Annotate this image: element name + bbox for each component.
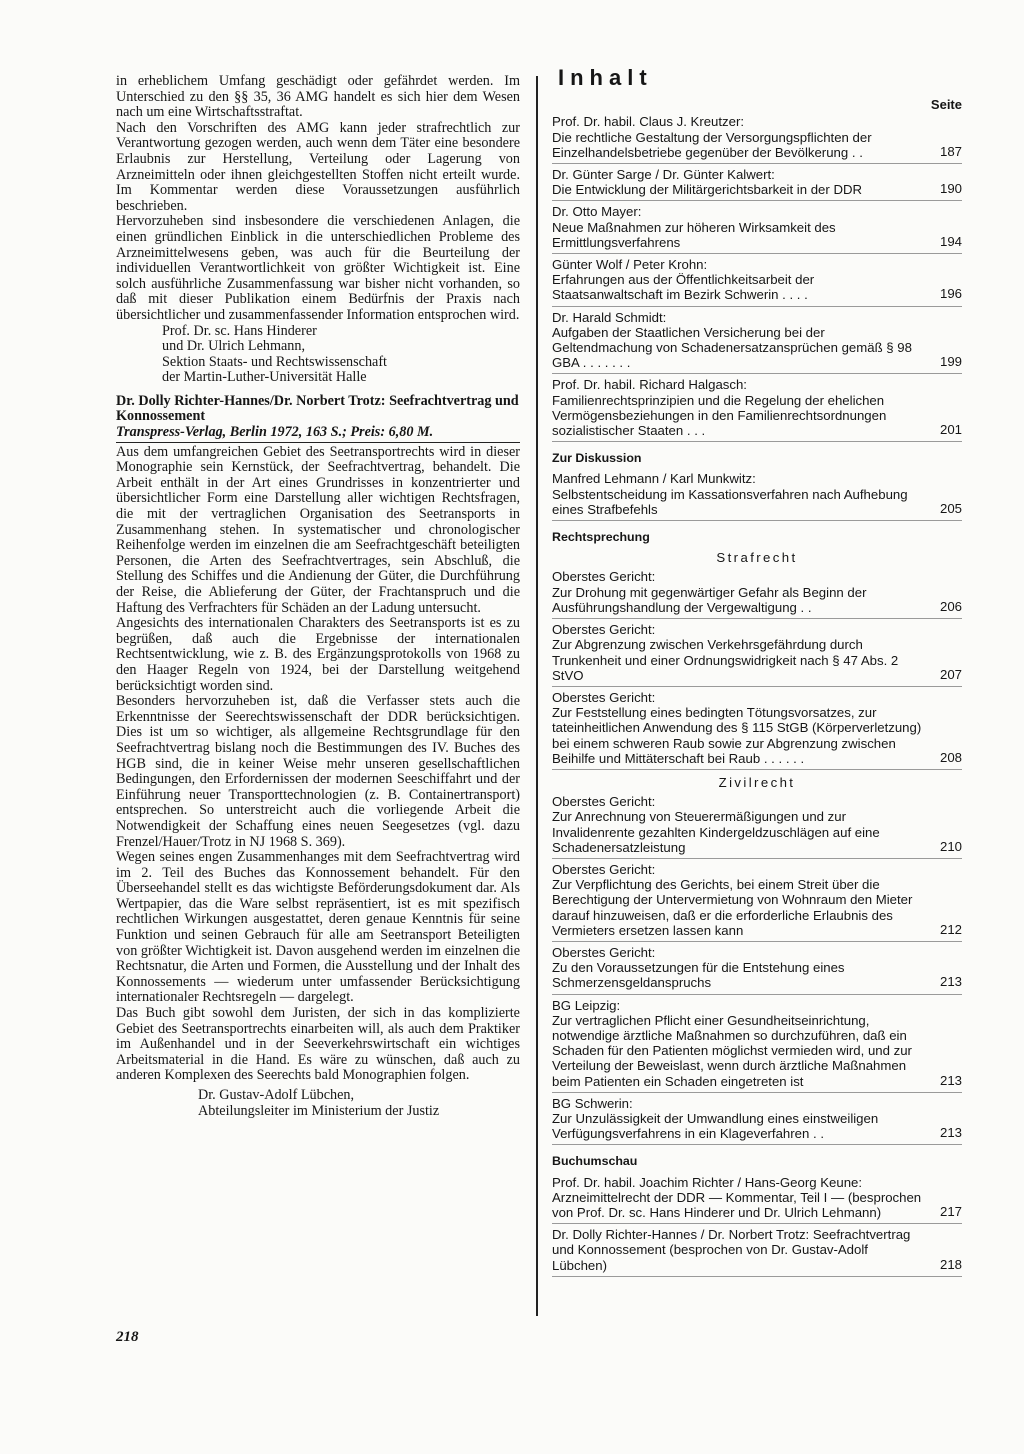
- toc-entry-page: 187: [939, 143, 962, 159]
- toc-entry-page: 217: [939, 1204, 962, 1219]
- paragraph: Das Buch gibt sowohl dem Juristen, der sich in das komplizierte Gebiet des Seetransportrechts einarbeiten will, als auch dem Praktiker im Außenhandel und in der Seeverkehrswirtschaft ein wichtiges Arbeitsmaterial in die Hand. Es wäre zu wünschen, daß auch zu anderen Komplexen des Seerechts bald Monographien folgen.: [116, 1005, 520, 1084]
- paragraph: Nach den Vorschriften des AMG kann jeder strafrechtlich zur Verantwortung gezogen werden, auch wenn dem Täter eine besondere Erlaubnis zur Herstellung, Verteilung oder Lagerung von Arzneimitteln oder ihnen gleichgestellten Stoffen nicht erteilt wurde. Im Kommentar werden diese Voraussetzungen ausführlich beschrieben.: [116, 119, 520, 214]
- toc-entry-author: Oberstes Gericht:: [552, 794, 656, 810]
- toc-title: Inhalt: [558, 65, 653, 90]
- toc-buchumschau: [552, 1175, 962, 1277]
- page-column-label: Seite: [930, 97, 962, 113]
- column-divider: [536, 76, 538, 1316]
- toc-entry[interactable]: [552, 1175, 962, 1225]
- toc-entry-author: BG Leipzig:: [552, 997, 621, 1013]
- toc-entry-page: 212: [939, 921, 962, 937]
- paragraph: Hervorzuheben sind insbesondere die verschiedenen Anlagen, die einen gründlichen Einblick in die unterschiedlichen Probleme des Arzneimittelwesens geben, was auch für die Beurteilung der individuellen Verantwortlichkeit von größter Wichtigkeit ist. Eine solch ausführliche Zusammenfassung war bisher nicht vorhanden, so daß mit dieser Publikation einem Bedürfnis der Praxis nach übersichtlicher und zusammenfassender Information entsprochen wird.: [116, 213, 520, 323]
- toc-entry-author: Manfred Lehmann / Karl Munkwitz:: [552, 471, 756, 487]
- toc-entry-page: 208: [939, 749, 962, 765]
- toc-entry-title: Die rechtliche Gestaltung der Versorgungspflichten der Einzelhandelsbetriebe gegenüber der Bevölkerung . .: [552, 129, 872, 160]
- review-signature-1: [116, 324, 520, 386]
- toc-entry-author: Oberstes Gericht:: [552, 944, 656, 960]
- section-heading-diskussion: Zur Diskussion: [552, 451, 642, 466]
- toc-entry[interactable]: [552, 167, 962, 201]
- section-heading-rechtsprechung: Rechtsprechung: [552, 530, 650, 545]
- toc-entry-author: Oberstes Gericht:: [552, 569, 656, 585]
- toc-entry-title: Aufgaben der Staatlichen Versicherung bei der Geltendmachung von Schadenersatzansprüchen gemäß § 98 GBA . . . . . . .: [552, 324, 912, 371]
- toc-entry-page: 201: [939, 422, 962, 438]
- toc-entry-author: Oberstes Gericht:: [552, 689, 656, 705]
- toc-entry-page: 207: [939, 666, 962, 682]
- toc-entry-title: Dr. Dolly Richter-Hannes / Dr. Norbert Trotz: Seefrachtvertrag und Konnossement (besprochen von Dr. Gustav-Adolf Lübchen): [552, 1227, 911, 1273]
- toc-entry[interactable]: [552, 862, 962, 942]
- toc-entry-title: Zur Drohung mit gegenwärtiger Gefahr als Beginn der Ausführungshandlung der Vergewaltigung . .: [552, 584, 867, 615]
- toc-entry-page: 213: [939, 974, 962, 990]
- toc-entry[interactable]: [552, 377, 962, 442]
- paragraph: Angesichts des internationalen Charakters des Seetransports ist es zu begrüßen, daß auch die Ergebnisse der internationalen Rechtsentwicklung, wie z. B. des Ergänzungsprotokolls von 1968 zu den Haager Regeln von 1924, bei der Darstellung weitgehend berücksichtigt worden sind.: [116, 615, 520, 694]
- toc-entry-title: Zur vertraglichen Pflicht einer Gesundheitseinrichtung, notwendige ärztliche Maßnahmen so durchzuführen, daß ein Schaden für den Patienten möglichst vermieden wird, und zur Verteilung der Beweislast, wenn durch ärztliche Maßnahmen beim Patienten ein Schaden eingetreten ist: [552, 1012, 912, 1089]
- toc-entry[interactable]: [552, 114, 962, 164]
- toc-entry-page: 218: [939, 1256, 962, 1272]
- toc-articles: [552, 114, 962, 442]
- toc-entry-title: Zur Anrechnung von Steuerermäßigungen und zur Invalidenrente gezahlten Kindergeldzuschlägen auf eine Schadenersatzleistung: [552, 809, 880, 855]
- toc-entry-page: 190: [939, 181, 962, 197]
- toc-entry-title: Neue Maßnahmen zur höheren Wirksamkeit des Ermittlungsverfahrens: [552, 219, 836, 250]
- toc-entry-page: 210: [939, 838, 962, 854]
- toc-entry-title: Die Entwicklung der Militärgerichtsbarkeit in der DDR: [552, 182, 863, 198]
- review-text-part1: [116, 74, 520, 324]
- signature-line: Prof. Dr. sc. Hans Hinderer: [162, 322, 317, 339]
- toc-entry[interactable]: [552, 794, 962, 859]
- toc-entry-title: Zu den Voraussetzungen für die Entstehung eines Schmerzensgeldanspruchs: [552, 960, 845, 991]
- review-publisher: Transpress-Verlag, Berlin 1972, 163 S.; Preis: 6,80 M.: [116, 425, 520, 443]
- toc-entry-author: Dr. Otto Mayer:: [552, 204, 642, 220]
- toc-entry-title: Selbstentscheidung im Kassationsverfahren nach Aufhebung eines Strafbefehls: [552, 486, 908, 517]
- toc-entry-author: BG Schwerin:: [552, 1095, 633, 1111]
- toc-entry-author: Oberstes Gericht:: [552, 861, 656, 877]
- toc-entry-page: 194: [939, 233, 962, 249]
- toc-entry-page: 199: [939, 354, 962, 370]
- toc-entry[interactable]: [552, 471, 962, 521]
- section-heading-buchumschau: Buchumschau: [552, 1154, 638, 1169]
- toc-entry[interactable]: [552, 257, 962, 307]
- toc-entry[interactable]: [552, 310, 962, 375]
- review-text-part2: [116, 445, 520, 1084]
- paragraph: Besonders hervorzuheben ist, daß die Verfasser stets auch die Erkenntnisse der Seerechtswissenschaft der DDR berücksichtigen. Dies ist um so wichtiger, als allgemeine Rechtsgrundlage für den Seefrachtvertrag bislang noch die Bestimmungen des IV. Buches des HGB sind, die in keiner Weise mehr unseren gesellschaftlichen Bedingungen, den Erfordernissen der modernen Seeschiffahrt und der Einführung neuer Transporttechnologien (z. B. Containertransport) entsprechen. So unterstreicht auch die vorliegende Arbeit die Notwendigkeit der Schaffung eines neuen Seegesetzes (vgl. dazu Frenzel/Hauer/Trotz in NJ 1968 S. 369).: [116, 693, 520, 850]
- toc-entry[interactable]: [552, 1096, 962, 1146]
- toc-entry-page: 196: [939, 286, 962, 302]
- signature-line: der Martin-Luther-Universität Halle: [162, 369, 367, 386]
- toc-entry-title: Zur Feststellung eines bedingten Tötungsvorsatzes, zur tateinheitlichen Anwendung des § 115 StGB (Körperverletzung) bei einem schweren Raub sowie zur Abgrenzung zwischen Beihilfe und Mittäterschaft bei Raub . . . . . .: [552, 705, 922, 766]
- toc-entry-title: Prof. Dr. habil. Joachim Richter / Hans-Georg Keune: Arzneimittelrecht der DDR — Kommentar, Teil I — (besprochen von Prof. Dr. sc. Hans Hinderer und Dr. Ulrich Lehmann): [552, 1174, 922, 1220]
- toc-entry-title: Zur Abgrenzung zwischen Verkehrsgefährdung durch Trunkenheit und einer Ordnungswidrigkeit nach § 47 Abs. 2 StVO: [552, 637, 899, 683]
- toc-entry[interactable]: [552, 1227, 962, 1277]
- subsection-zivilrecht: Zivilrecht: [718, 774, 796, 790]
- table-of-contents: [552, 65, 962, 1280]
- toc-entry[interactable]: [552, 945, 962, 995]
- toc-entry-title: Familienrechtsprinzipien und die Regelung der ehelichen Vermögensbeziehungen in den Familienrechtsordnungen sozialistischer Staaten . . .: [552, 392, 887, 439]
- paragraph: Aus dem umfangreichen Gebiet des Seetransportrechts wird in dieser Monographie sein Kernstück, der Seefrachtvertrag, behandelt. Die Arbeit enthält in der Art eines Grundrisses in konzentrierter und übersichtlicher Form eine Darstellung aller wichtigen Rechtsfragen, die mit der vertraglichen Organisation des Seetransports in Zusammenhang stehen. In systematischer und chronologischer Reihenfolge werden im einzelnen die am Seefrachtgeschäft beteiligten Personen, die Arten des Seefrachtvertrages, sein Abschluß, die Stellung des Schiffes und die Andienung der Güter, die Durchführung der Reise, die Ablieferung der Güter, der Frachtanspruch und die Haftung des Verfrachters für Schäden an der Ladung untersucht.: [116, 443, 520, 616]
- toc-entry-title: Zur Unzulässigkeit der Umwandlung eines einstweiligen Verfügungsverfahrens in ein Klageverfahren . .: [552, 1110, 879, 1142]
- toc-entry[interactable]: [552, 204, 962, 254]
- paragraph: Wegen seines engen Zusammenhanges mit dem Seefrachtvertrag wird im 2. Teil des Buches das Konnossement behandelt. Für den Überseehandel stellt es das wichtigste Beförderungsdokument dar. Als Wertpapier, das die Ware selbst repräsentiert, ist es mit spezifisch rechtlichen Wirkungen ausgestattet, deren genaue Kenntnis für seine Funktion und seinen Gebrauch für alle am Seetransport Beteiligten von größter Wichtigkeit ist. Davon ausgehend werden im einzelnen die Rechtsnatur, die Arten und Formen, die Ausstellung und der Inhalt des Konnossements — wiederum unter umfassender Berücksichtigung internationaler Rechtsregeln — dargelegt.: [116, 849, 520, 1006]
- toc-entry-title: Zur Verpflichtung des Gerichts, bei einem Streit über die Berechtigung der Untervermietung von Wohnraum den Mieter darauf hinzuweisen, daß er die erforderliche Erlaubnis des Vermieters ersetzen lassen kann: [552, 877, 913, 938]
- signature-line: Sektion Staats- und Rechtswissenschaft: [162, 353, 387, 370]
- signature-line: Dr. Gustav-Adolf Lübchen,: [198, 1087, 355, 1103]
- toc-entry-title: Erfahrungen aus der Öffentlichkeitsarbeit der Staatsanwaltschaft im Bezirk Schwerin . . . .: [552, 272, 815, 303]
- toc-entry-author: Günter Wolf / Peter Krohn:: [552, 257, 708, 273]
- review-signature-2: [116, 1088, 520, 1119]
- toc-entry-page: 213: [939, 1072, 962, 1088]
- toc-entry-author: Prof. Dr. habil. Claus J. Kreutzer:: [552, 114, 745, 130]
- signature-line: Abteilungsleiter im Ministerium der Justiz: [198, 1102, 440, 1119]
- toc-strafrecht: [552, 569, 962, 769]
- toc-entry-page: 205: [939, 500, 962, 516]
- page-number: 218: [116, 1329, 139, 1345]
- toc-entry-author: Dr. Günter Sarge / Dr. Günter Kalwert:: [552, 167, 775, 183]
- signature-line: und Dr. Ulrich Lehmann,: [162, 338, 306, 355]
- review-heading: Dr. Dolly Richter-Hannes/Dr. Norbert Trotz: Seefrachtvertrag und Konnossement: [116, 392, 519, 425]
- toc-entry[interactable]: [552, 998, 962, 1093]
- toc-entry-author: Oberstes Gericht:: [552, 622, 656, 638]
- left-column: [116, 74, 520, 1119]
- toc-entry-author: Prof. Dr. habil. Richard Halgasch:: [552, 377, 747, 393]
- toc-entry[interactable]: [552, 569, 962, 619]
- toc-entry[interactable]: [552, 622, 962, 687]
- subsection-strafrecht: Strafrecht: [716, 550, 798, 566]
- paragraph: in erheblichem Umfang geschädigt oder gefährdet werden. Im Unterschied zu den §§ 35, 36 AMG handelt es sich hier dem Wesen nach um eine Wirtschaftsstraftat.: [116, 73, 520, 121]
- toc-diskussion: [552, 471, 962, 521]
- toc-entry[interactable]: [552, 690, 962, 770]
- toc-entry-author: Dr. Harald Schmidt:: [552, 309, 667, 325]
- toc-entry-page: 213: [939, 1125, 962, 1141]
- toc-zivilrecht: [552, 794, 962, 1145]
- toc-entry-page: 206: [939, 598, 962, 614]
